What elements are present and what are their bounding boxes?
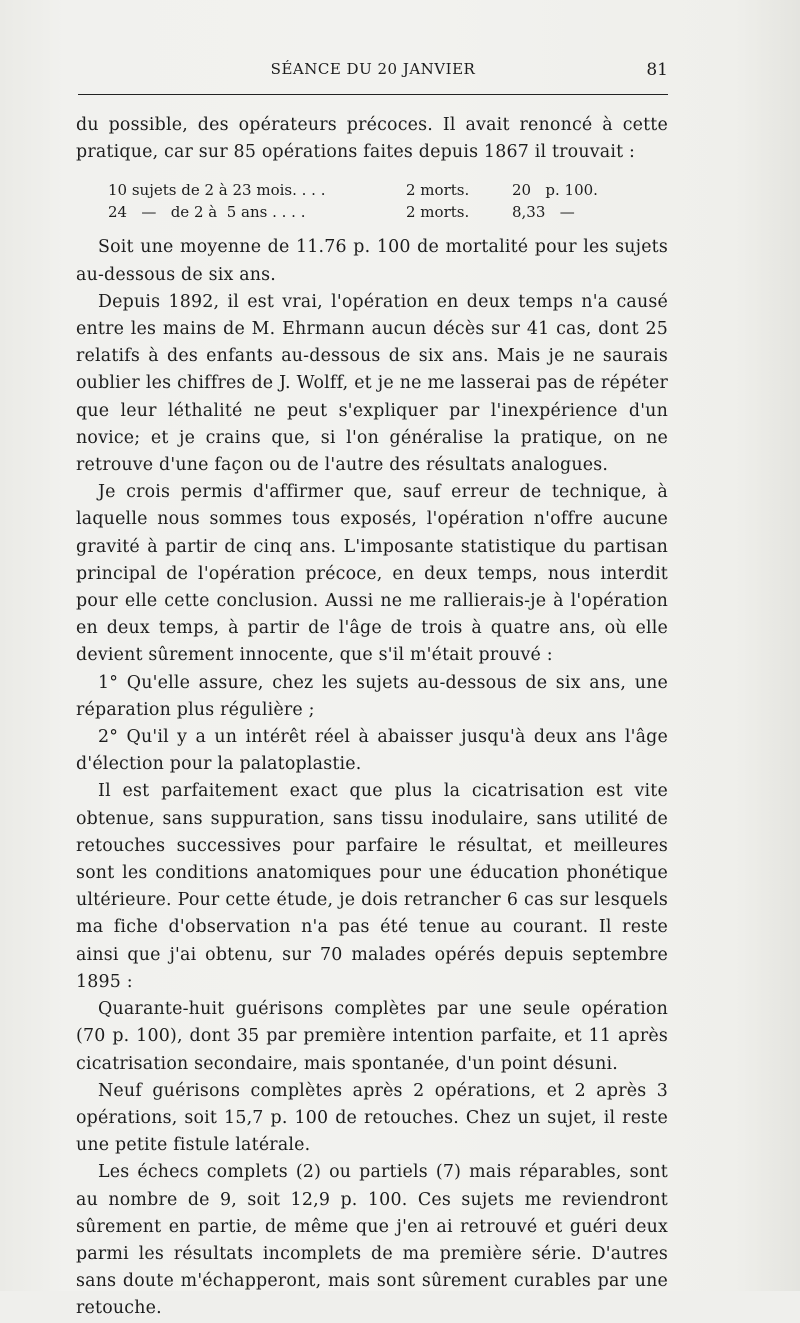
paragraph: Soit une moyenne de 11.76 p. 100 de mortalité pour les sujets au-dessous de six ans. [76, 237, 668, 285]
paragraph-intro: du possible, des opérateurs précoces. Il avait renoncé à cette pratique, car sur 85 opérations faites depuis 1867 il trouvait : [76, 115, 668, 163]
mortality-stats [76, 179, 668, 223]
stats-subjects: 24 — de 2 à 5 ans . . . . [108, 203, 306, 222]
running-title: SÉANCE DU 20 JANVIER [270, 60, 476, 78]
paragraph: 2° Qu'il y a un intérêt réel à abaisser jusqu'à deux ans l'âge d'élection pour la palatoplastie. [76, 727, 668, 775]
stats-rate: 8,33 — [512, 203, 575, 222]
header-rule [78, 94, 668, 95]
stats-deaths: 2 morts. [406, 203, 470, 222]
paragraph: 1° Qu'elle assure, chez les sujets au-dessous de six ans, une réparation plus régulière ; [76, 672, 668, 720]
page-number: 81 [646, 60, 668, 80]
paragraph: Les échecs complets (2) ou partiels (7) mais réparables, sont au nombre de 9, soit 12,9 p. 100. Ces sujets me reviendront sûrement en partie, de même que j'en ai retrouvé et guéri deux parmi les résultats incomplets de ma première série. D'autres sans doute m'échapperont, mais sont sûrement curables par une retouche. [76, 1162, 668, 1319]
stats-row [76, 179, 668, 201]
paragraph: Neuf guérisons complètes après 2 opérations, et 2 après 3 opérations, soit 15,7 p. 100 de retouches. Chez un sujet, il reste une petite fistule latérale. [76, 1080, 668, 1156]
stats-row [76, 201, 668, 223]
paragraph: Il est parfaitement exact que plus la cicatrisation est vite obtenue, sans suppuration, sans tissu inodulaire, sans utilité de retouches successives pour parfaire le résultat, et meilleures sont les conditions anatomiques pour une éducation phonétique ultérieure. Pour cette étude, je dois retrancher 6 cas sur lesquels ma fiche d'observation n'a pas été tenue au courant. Il reste ainsi que j'ai obtenu, sur 70 malades opérés depuis septembre 1895 : [76, 781, 668, 992]
stats-subjects: 10 sujets de 2 à 23 mois. . . . [108, 181, 326, 200]
body-text [76, 112, 668, 1323]
page-header [78, 58, 668, 84]
paragraph: Depuis 1892, il est vrai, l'opération en deux temps n'a causé entre les mains de M. Ehrmann aucun décès sur 41 cas, dont 25 relatifs à des enfants au-dessous de six ans. Mais je ne saurais oublier les chiffres de J. Wolff, et je ne me lasserai pas de répéter que leur léthalité ne peut s'expliquer par l'inexpérience d'un novice; et je crains que, si l'on généralise la pratique, on ne retrouve d'une façon ou de l'autre des résultats analogues. [76, 291, 668, 476]
stats-rate: 20 p. 100. [512, 181, 598, 200]
paragraph: Quarante-huit guérisons complètes par une seule opération (70 p. 100), dont 35 par première intention parfaite, et 11 après cicatrisation secondaire, mais spontanée, d'un point désuni. [76, 999, 668, 1074]
paragraph: Je crois permis d'affirmer que, sauf erreur de technique, à laquelle nous sommes tous exposés, l'opération n'offre aucune gravité à partir de cinq ans. L'imposante statistique du partisan principal de l'opération précoce, en deux temps, nous interdit pour elle cette conclusion. Aussi ne me rallierais-je à l'opération en deux temps, à partir de l'âge de trois à quatre ans, où elle devient sûrement innocente, que s'il m'était prouvé : [76, 482, 668, 666]
stats-deaths: 2 morts. [406, 181, 470, 200]
